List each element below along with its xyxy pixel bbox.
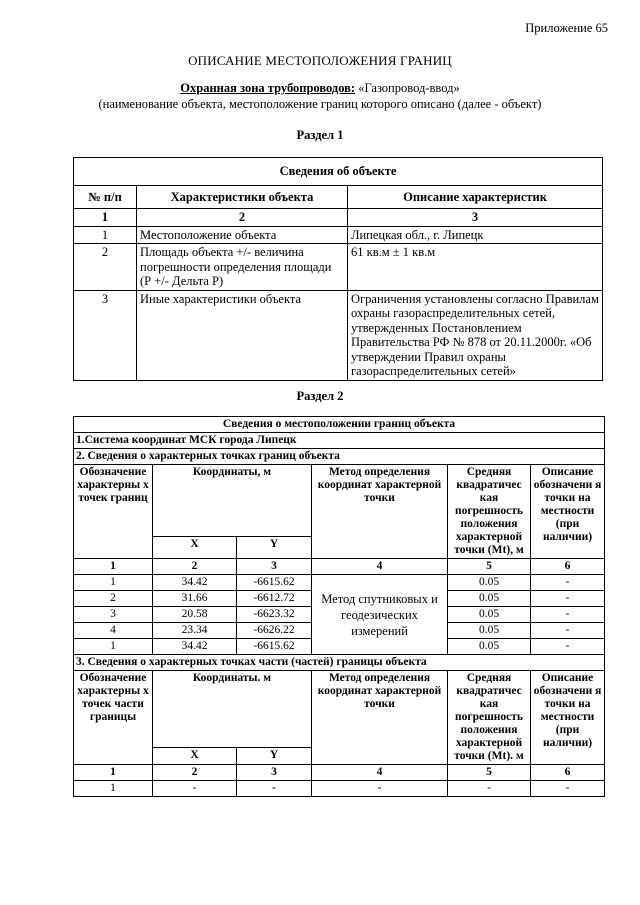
row-characteristic: Местоположение объекта	[137, 226, 348, 244]
header-method: Метод определения координат характерной точки	[312, 671, 448, 765]
point-x: 34.42	[153, 575, 237, 591]
header-y: Y	[237, 537, 312, 559]
row-description: Липецкая обл., г. Липецк	[348, 226, 603, 244]
row-characteristic: Иные характеристики объекта	[137, 290, 348, 380]
section2-title: Раздел 2	[296, 389, 344, 403]
row-description: Ограничения установлены согласно Правилам охраны газораспределительных сетей, утвержденных Постановлением Правительства РФ № 878 от 20.11.2000г. «Об утверждении Правил охраны газораспределительных сетей»	[348, 290, 603, 380]
column-number: 2	[137, 209, 348, 227]
column-number: 1	[74, 765, 153, 781]
header-point-description: Описание обозначени я точки на местности (при наличии)	[531, 671, 605, 765]
point-id: 3	[74, 607, 153, 623]
column-number: 5	[448, 765, 531, 781]
point-x: 20.58	[153, 607, 237, 623]
header-method: Метод определения координат характерной точки	[312, 465, 448, 559]
part2-title: 2. Сведения о характерных точках границ объекта	[74, 449, 605, 465]
point-y: -6615.62	[237, 575, 312, 591]
table-row	[74, 575, 605, 591]
point-method: -	[312, 781, 448, 797]
point-y: -6626.22	[237, 623, 312, 639]
point-x: 34.42	[153, 639, 237, 655]
point-accuracy: 0.05	[448, 575, 531, 591]
point-description: -	[531, 591, 605, 607]
point-id: 1	[74, 781, 153, 797]
point-id: 2	[74, 591, 153, 607]
point-accuracy: 0.05	[448, 607, 531, 623]
header-point: Обозначение характерны х точек части границы	[74, 671, 153, 765]
column-number: 1	[74, 559, 153, 575]
header-accuracy: Средняя квадратичес кая погрешность положения характерной точки (Mt), м	[448, 465, 531, 559]
method-cell: Метод спутниковых и геодезических измерений	[312, 575, 448, 655]
header-x: X	[153, 537, 237, 559]
point-id: 4	[74, 623, 153, 639]
column-number: 4	[312, 765, 448, 781]
point-x: -	[153, 781, 237, 797]
row-characteristic: Площадь объекта +/- величина погрешности определения площади (Р +/- Дельта Р)	[137, 244, 348, 291]
row-description: 61 кв.м ± 1 кв.м	[348, 244, 603, 291]
point-y: -6612.72	[237, 591, 312, 607]
point-id: 1	[74, 575, 153, 591]
table-row	[74, 781, 605, 797]
table-row	[74, 244, 603, 291]
column-number: 5	[448, 559, 531, 575]
table-title: Сведения об объекте	[74, 158, 603, 186]
header-num: № п/п	[74, 186, 137, 209]
header-coordinates: Координаты, м	[153, 465, 312, 537]
point-description: -	[531, 623, 605, 639]
point-description: -	[531, 607, 605, 623]
column-number: 6	[531, 765, 605, 781]
column-number: 2	[153, 765, 237, 781]
table-title: Сведения о местоположении границ объекта	[74, 417, 605, 433]
table-row	[74, 226, 603, 244]
section1-title: Раздел 1	[296, 128, 344, 142]
point-x: 23.34	[153, 623, 237, 639]
row-num: 2	[74, 244, 137, 291]
object-line	[0, 81, 640, 96]
object-subtitle: (наименование объекта, местоположение границ которого описано (далее - объект)	[98, 97, 542, 111]
header-coordinates: Координаты. м	[153, 671, 312, 748]
point-accuracy: 0.05	[448, 623, 531, 639]
coordinate-system: 1.Система координат МСК города Липецк	[74, 433, 605, 449]
header-characteristic: Характеристики объекта	[137, 186, 348, 209]
header-x: X	[153, 748, 237, 765]
column-number: 3	[237, 559, 312, 575]
appendix-label: Приложение 65	[525, 21, 608, 35]
point-x: 31.66	[153, 591, 237, 607]
boundary-location-table	[73, 416, 605, 797]
header-accuracy: Средняя квадратичес кая погрешность положения характерной точки (Mt). м	[448, 671, 531, 765]
point-y: -6623.32	[237, 607, 312, 623]
point-description: -	[531, 781, 605, 797]
row-num: 3	[74, 290, 137, 380]
column-number: 1	[74, 209, 137, 227]
header-description: Описание характеристик	[348, 186, 603, 209]
table-row	[74, 290, 603, 380]
point-description: -	[531, 575, 605, 591]
document-title: ОПИСАНИЕ МЕСТОПОЛОЖЕНИЯ ГРАНИЦ	[188, 53, 452, 68]
object-name: «Газопровод-ввод»	[355, 81, 460, 95]
column-number: 4	[312, 559, 448, 575]
object-label: Охранная зона трубопроводов:	[180, 81, 356, 95]
part3-title: 3. Сведения о характерных точках части (частей) границы объекта	[74, 655, 605, 671]
column-number: 6	[531, 559, 605, 575]
row-num: 1	[74, 226, 137, 244]
header-point: Обозначение характерны х точек границ	[74, 465, 153, 559]
point-accuracy: 0.05	[448, 639, 531, 655]
object-info-table	[73, 157, 603, 381]
column-number: 3	[237, 765, 312, 781]
point-id: 1	[74, 639, 153, 655]
point-accuracy: -	[448, 781, 531, 797]
header-point-description: Описание обозначени я точки на местности (при наличии)	[531, 465, 605, 559]
column-number: 2	[153, 559, 237, 575]
header-y: Y	[237, 748, 312, 765]
point-y: -	[237, 781, 312, 797]
column-number: 3	[348, 209, 603, 227]
point-accuracy: 0.05	[448, 591, 531, 607]
point-description: -	[531, 639, 605, 655]
point-y: -6615.62	[237, 639, 312, 655]
